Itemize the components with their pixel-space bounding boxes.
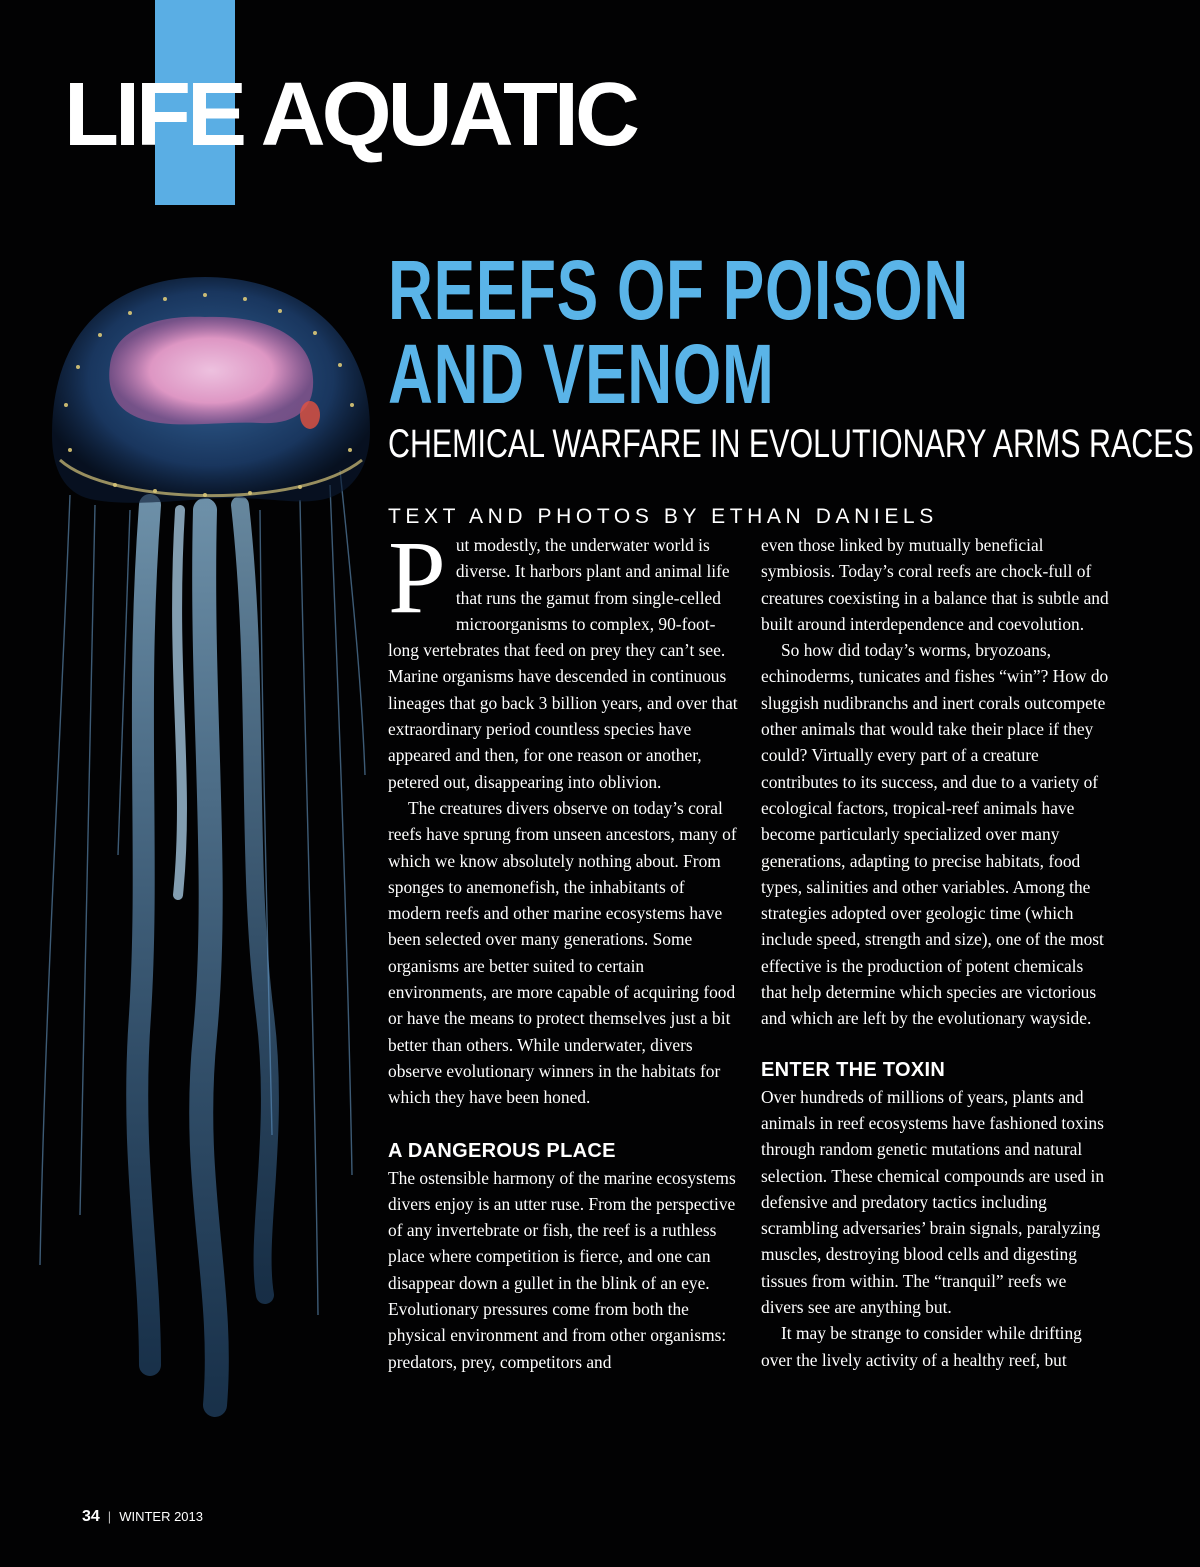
article-headline [388,243,1165,421]
issue-label: WINTER 2013 [119,1509,203,1524]
section-title: LIFE AQUATIC [64,65,636,165]
article-subhead: CHEMICAL WARFARE IN EVOLUTIONARY ARMS RACES [388,422,1194,466]
jellyfish-photo [0,255,385,1455]
drop-cap: P [388,520,446,635]
body-column-left [388,520,738,1375]
byline: TEXT AND PHOTOS BY ETHAN DANIELS [388,505,938,528]
headline-line-2: AND VENOM [388,327,775,421]
paragraph: So how did today’s worms, bryozoans, echinoderms, tunicates and fishes “win”? How do sluggish nudibranchs and inert corals outcompete other animals that would take their place if they could? Virtually every part of a creature contributes to its success, and due to a variety of ecological factors, tropical-reef animals have become particularly specialized over many generations, adapting to precise habitats, food types, salinities and other variables. Among the strategies adopted over geologic time (which include speed, strength and size), one of the most effective is the production of potent chemicals that help determine which species are victorious and which are left by the evolutionary wayside. [761,640,1109,1029]
section-heading: ENTER THE TOXIN [761,1058,946,1081]
headline-line-1: REEFS OF POISON [388,243,969,337]
paragraph [388,520,738,795]
body-column-right [761,532,1111,1373]
page-number: 34 [82,1508,100,1525]
paragraph: even those linked by mutually beneficial symbiosis. Today’s coral reefs are chock-full of creatures coexisting in a balance that is subtle and built around interdependence and coevolution. [761,535,1109,634]
page-folio [82,1508,203,1526]
paragraph: The ostensible harmony of the marine ecosystems divers enjoy is an utter ruse. From the perspective of any invertebrate or fish, the reef is a ruthless place where competition is fierce, and one can disappear down a gullet in the blink of an eye. Evolutionary pressures come from both the physical environment and from other organisms: predators, prey, competitors and [388,1167,736,1372]
folio-separator: | [107,1509,112,1524]
paragraph-text: ut modestly, the underwater world is diverse. It harbors plant and animal life that runs the gamut from single-celled microorganisms to complex, 90-foot-long vertebrates that feed on prey they can’t see. Marine organisms have descended in continuous lineages that go back 3 billion years, and over that extraordinary period countless species have appeared and then, for one reason or another, petered out, disappearing into oblivion. [388,535,738,792]
paragraph: Over hundreds of millions of years, plants and animals in reef ecosystems have fashioned toxins through random genetic mutations and natural selection. These chemical compounds are used in defensive and predatory tactics including scrambling adversaries’ brain signals, paralyzing muscles, destroying blood cells and digesting tissues from within. The “tranquil” reefs we divers see are anything but. [761,1086,1105,1318]
paragraph: It may be strange to consider while drifting over the lively activity of a healthy reef, but [761,1323,1082,1370]
paragraph: The creatures divers observe on today’s coral reefs have sprung from unseen ancestors, many of which we know absolutely nothing about. From sponges to anemonefish, the inhabitants of modern reefs and other marine ecosystems have been selected over many generations. Some organisms are better suited to certain environments, are more capable of acquiring food or have the means to protect themselves just a bit better than others. While underwater, divers observe evolutionary winners in the habitats for which they have been honed. [388,797,737,1108]
section-heading: A DANGEROUS PLACE [388,1139,616,1162]
